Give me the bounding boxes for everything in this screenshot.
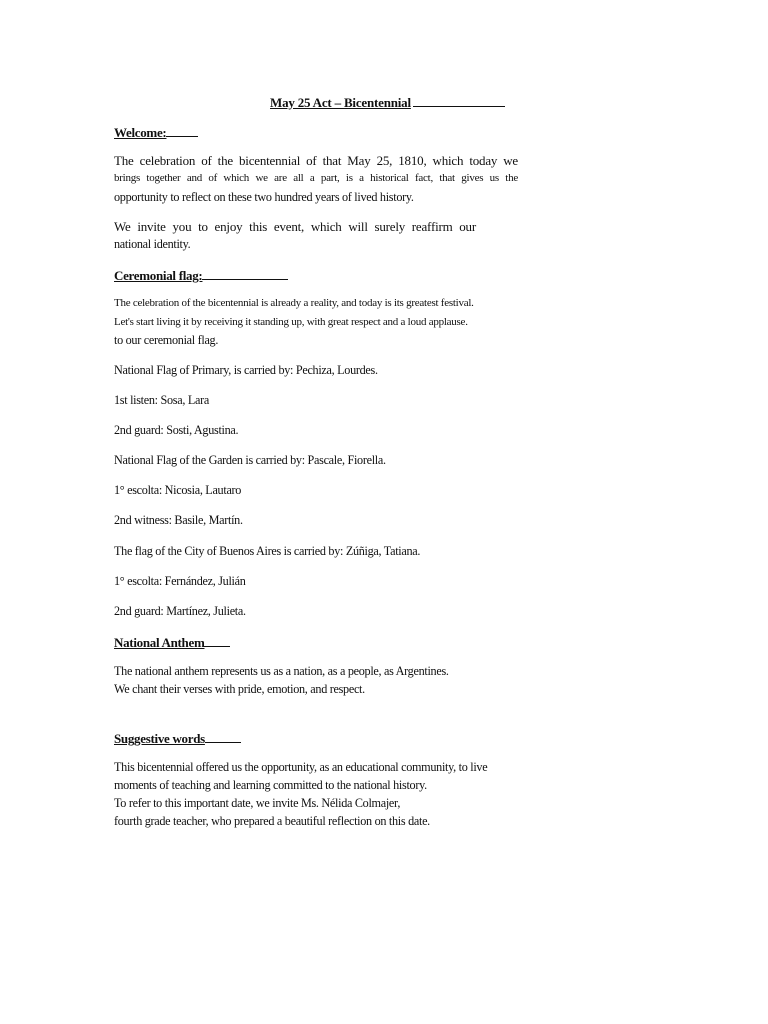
- title-text: May 25 Act – Bicentennial: [270, 95, 411, 110]
- flag-line-1: National Flag of Primary, is carried by: Pechiza, Lourdes.: [114, 363, 378, 377]
- flag-line-5: 1° escolta: Nicosia, Lautaro: [114, 483, 242, 497]
- national-anthem-heading-blank: [204, 634, 230, 647]
- flag-line-7: The flag of the City of Buenos Aires is carried by: Zúñiga, Tatiana.: [114, 544, 421, 558]
- anthem-line-1: The national anthem represents us as a nation, as a people, as Argentines.: [114, 664, 449, 678]
- suggestive-words-heading: [114, 730, 241, 747]
- welcome-heading-text: Welcome:: [114, 125, 167, 140]
- national-anthem-heading: [114, 634, 230, 651]
- suggestive-line-3: To refer to this important date, we invite Ms. Nélida Colmajer,: [114, 796, 401, 810]
- national-anthem-heading-text: National Anthem: [114, 635, 205, 650]
- ceremonial-flag-heading: [114, 267, 288, 284]
- ceremonial-flag-heading-blank: [202, 267, 288, 280]
- anthem-line-2: We chant their verses with pride, emotion, and respect.: [114, 682, 365, 696]
- welcome-heading-blank: [166, 124, 198, 137]
- welcome-heading: [114, 124, 198, 141]
- suggestive-line-2: moments of teaching and learning committed to the national history.: [114, 778, 427, 792]
- flag-line-3: 2nd guard: Sosti, Agustina.: [114, 423, 239, 437]
- document-title: [270, 95, 505, 111]
- suggestive-line-4: fourth grade teacher, who prepared a beautiful reflection on this date.: [114, 814, 430, 828]
- flag-line-4: National Flag of the Garden is carried by: Pascale, Fiorella.: [114, 453, 386, 467]
- suggestive-line-1: This bicentennial offered us the opportunity, as an educational community, to live: [114, 760, 488, 774]
- ceremonial-intro-line3: to our ceremonial flag.: [114, 333, 219, 347]
- ceremonial-intro-line2: Let's start living it by receiving it standing up, with great respect and a loud applause.: [114, 316, 468, 328]
- flag-line-8: 1° escolta: Fernández, Julián: [114, 574, 246, 588]
- flag-line-6: 2nd witness: Basile, Martín.: [114, 513, 243, 527]
- flag-line-9: 2nd guard: Martínez, Julieta.: [114, 604, 246, 618]
- welcome-p2-line1: We invite you to enjoy this event, which will surely reaffirm our: [114, 219, 476, 234]
- ceremonial-flag-heading-text: Ceremonial flag:: [114, 268, 203, 283]
- title-underline-blank: [413, 95, 505, 107]
- suggestive-words-heading-text: Suggestive words: [114, 731, 205, 746]
- flag-line-2: 1st listen: Sosa, Lara: [114, 393, 209, 407]
- suggestive-words-heading-blank: [205, 730, 241, 743]
- welcome-p2-line2: national identity.: [114, 237, 191, 251]
- ceremonial-intro-line1: The celebration of the bicentennial is already a reality, and today is its greatest festival.: [114, 297, 474, 309]
- welcome-p1-line2: brings together and of which we are all a part, is a historical fact, that gives us the: [114, 172, 518, 184]
- welcome-p1-line1: The celebration of the bicentennial of that May 25, 1810, which today we: [114, 153, 518, 168]
- welcome-p1-line3: opportunity to reflect on these two hundred years of lived history.: [114, 190, 414, 204]
